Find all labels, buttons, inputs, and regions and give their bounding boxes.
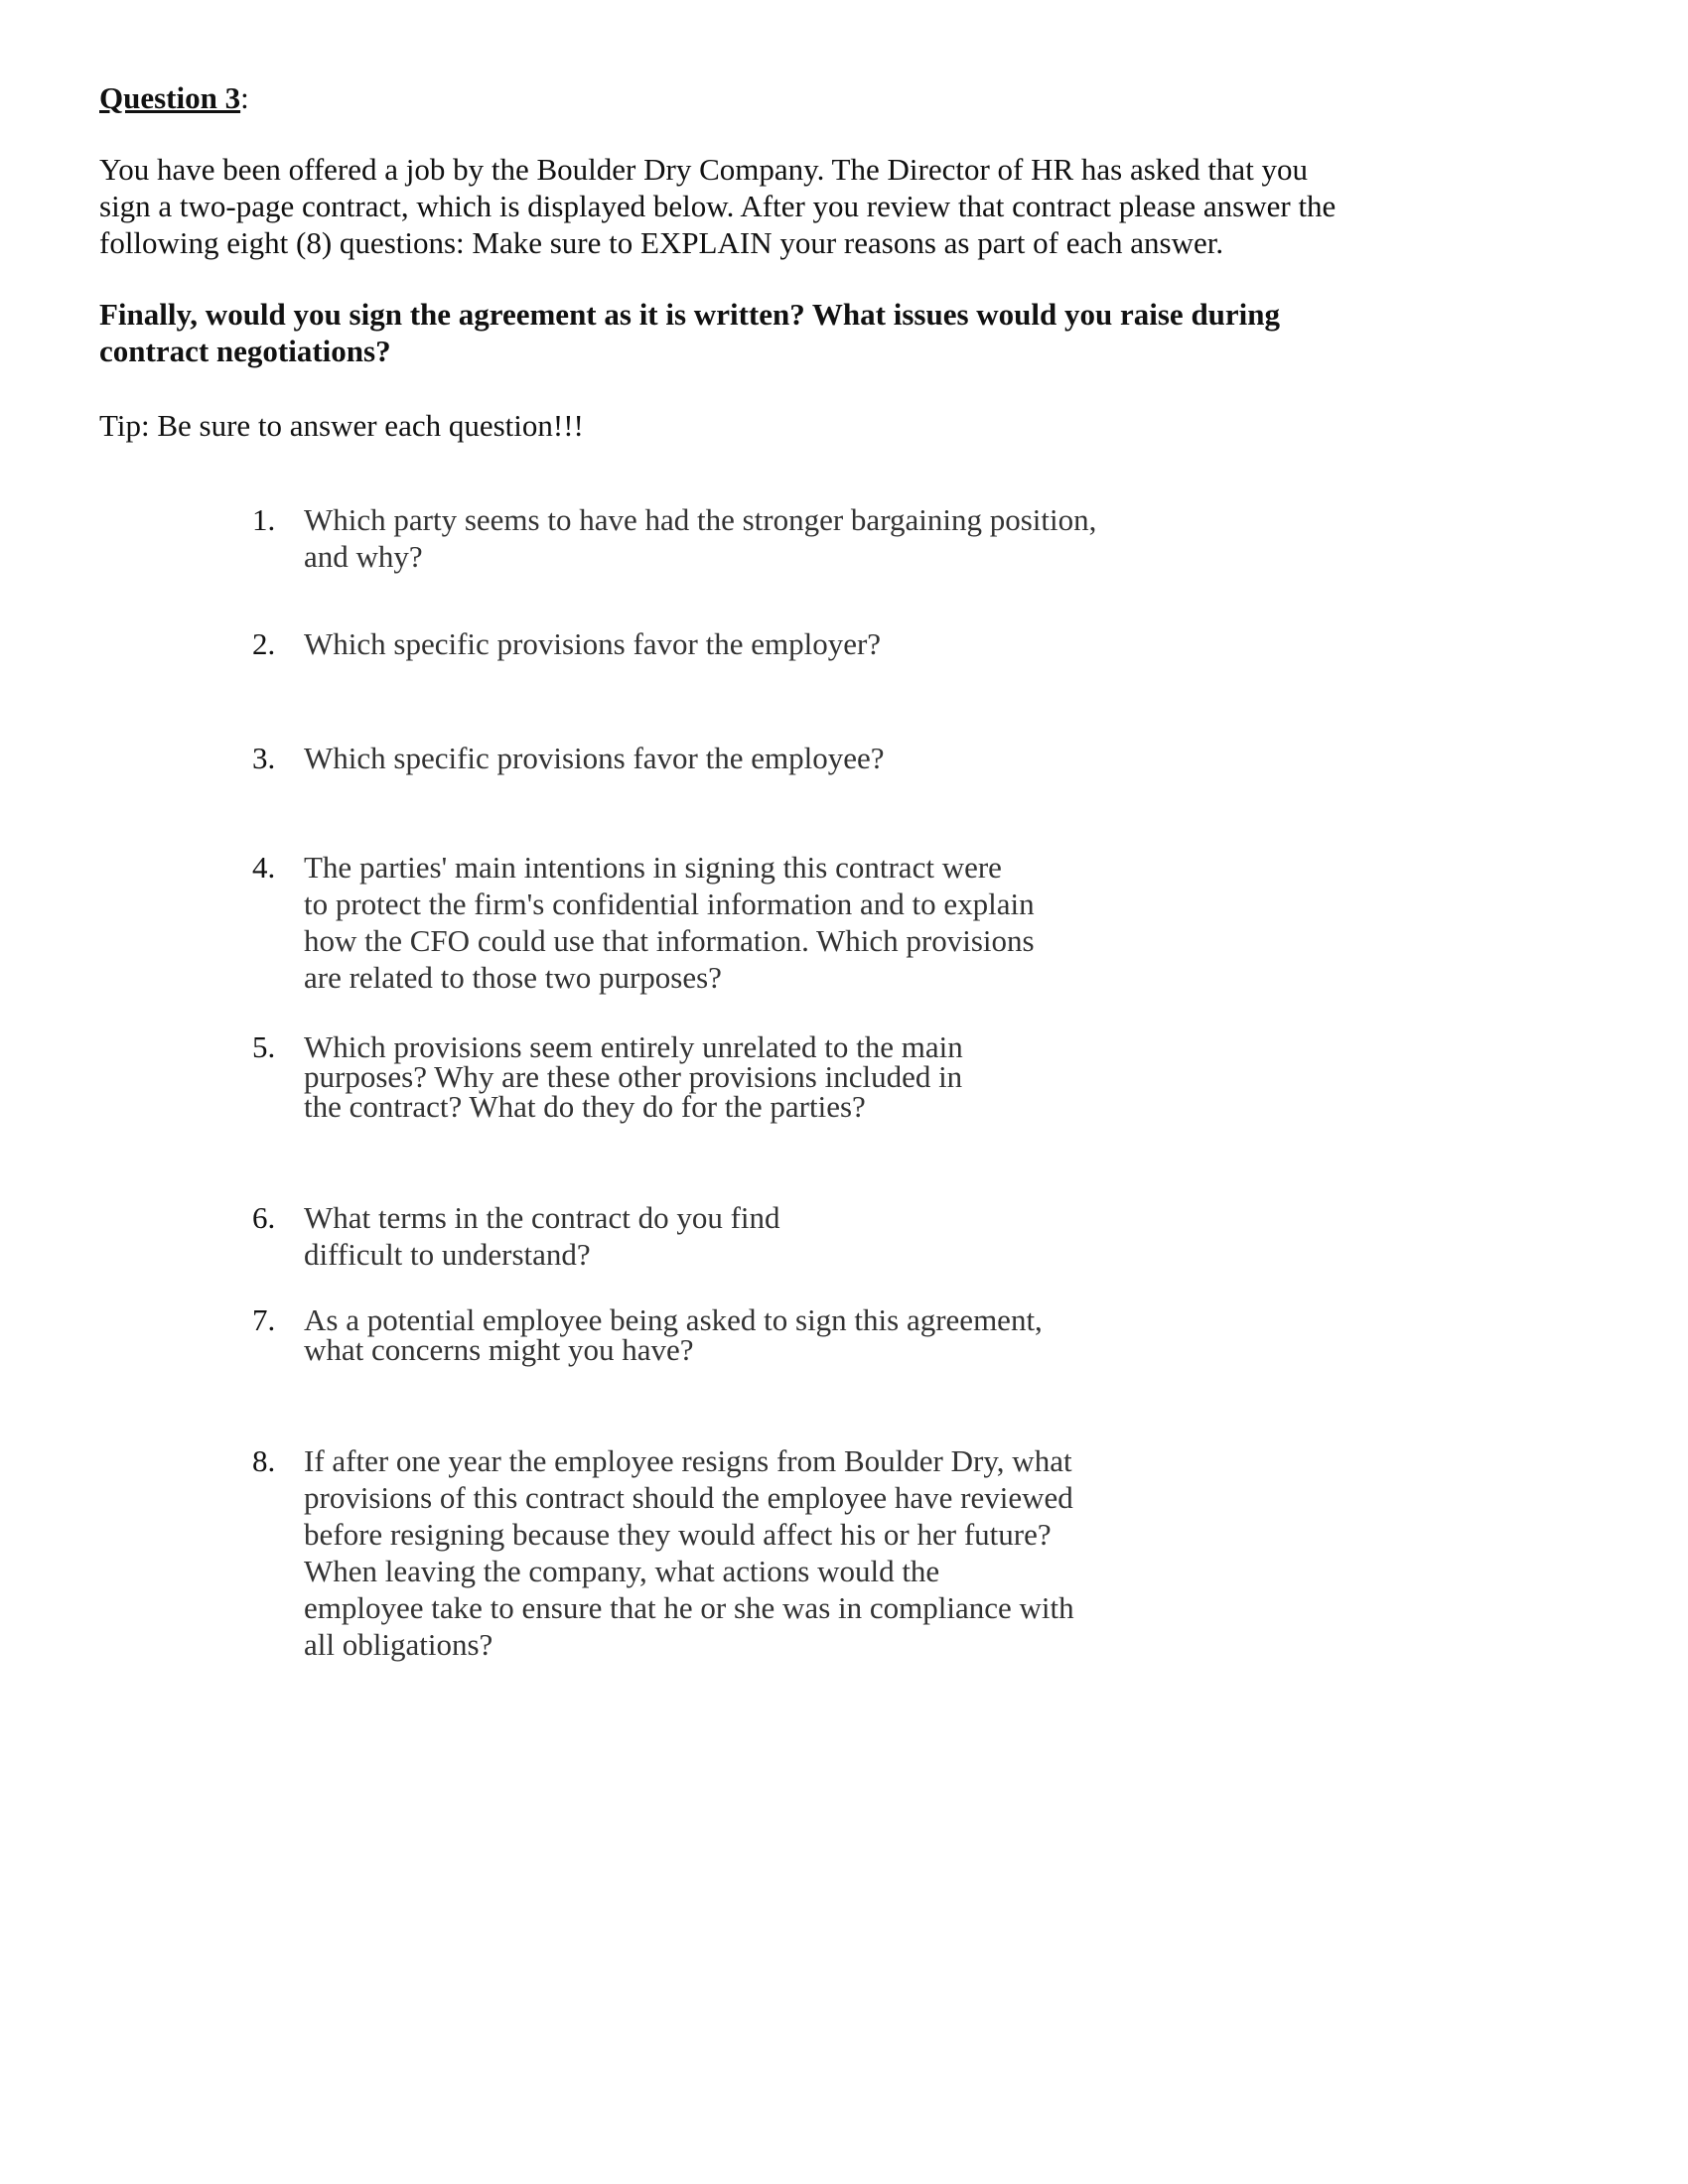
- question-line: Which party seems to have had the stronger bargaining position,: [304, 502, 1097, 537]
- question-line: If after one year the employee resigns from Boulder Dry, what: [304, 1443, 1072, 1478]
- question-line: all obligations?: [304, 1627, 493, 1662]
- question-text: [304, 1302, 1043, 1367]
- question-text: [304, 625, 881, 662]
- question-text: [304, 1199, 780, 1273]
- question-number: 6.: [252, 1200, 276, 1235]
- question-heading-suffix: :: [240, 80, 249, 115]
- question-number: 2.: [252, 626, 276, 661]
- question-line: what concerns might you have?: [304, 1332, 694, 1367]
- question-line: purposes? Why are these other provisions included in: [304, 1059, 963, 1094]
- question-line: before resigning because they would affect his or her future?: [304, 1517, 1052, 1552]
- question-line: difficult to understand?: [304, 1237, 591, 1272]
- question-line: the contract? What do they do for the parties?: [304, 1089, 866, 1124]
- intro-line: You have been offered a job by the Boulder Dry Company. The Director of HR has asked that you: [99, 152, 1309, 187]
- final-prompt: [99, 296, 1450, 369]
- final-prompt-line: Finally, would you sign the agreement as it is written? What issues would you raise during: [99, 297, 1281, 332]
- question-line: What terms in the contract do you find: [304, 1200, 780, 1235]
- question-number: 3.: [252, 741, 276, 775]
- question-text: [304, 1442, 1074, 1663]
- question-line: As a potential employee being asked to sign this agreement,: [304, 1302, 1043, 1337]
- intro-line: sign a two-page contract, which is displayed below. After you review that contract please answer the: [99, 189, 1336, 223]
- question-line: Which specific provisions favor the employee?: [304, 741, 885, 775]
- question-heading: [99, 79, 249, 117]
- question-line: to protect the firm's confidential information and to explain: [304, 887, 1035, 921]
- question-number: 4.: [252, 850, 276, 885]
- question-line: Which provisions seem entirely unrelated to the main: [304, 1029, 963, 1064]
- question-line: are related to those two purposes?: [304, 960, 722, 995]
- question-line: how the CFO could use that information. Which provisions: [304, 923, 1035, 958]
- question-line: Which specific provisions favor the employer?: [304, 626, 882, 661]
- question-line: employee take to ensure that he or she was in compliance with: [304, 1590, 1074, 1625]
- intro-paragraph: [99, 151, 1450, 261]
- question-number: 5.: [252, 1029, 276, 1064]
- question-number: 8.: [252, 1443, 276, 1478]
- question-text: [304, 501, 1096, 575]
- final-prompt-line: contract negotiations?: [99, 334, 391, 368]
- tip-text: Tip: Be sure to answer each question!!!: [99, 408, 584, 443]
- question-line: and why?: [304, 539, 423, 574]
- question-number: 7.: [252, 1302, 276, 1337]
- question-line: When leaving the company, what actions would the: [304, 1554, 940, 1588]
- question-heading-label: Question 3: [99, 80, 241, 115]
- question-text: [304, 1029, 963, 1124]
- question-text: [304, 740, 885, 776]
- question-number: 1.: [252, 502, 276, 537]
- question-line: The parties' main intentions in signing this contract were: [304, 850, 1002, 885]
- intro-line: following eight (8) questions: Make sure to EXPLAIN your reasons as part of each answer.: [99, 225, 1224, 260]
- question-text: [304, 849, 1035, 996]
- question-line: provisions of this contract should the employee have reviewed: [304, 1480, 1073, 1515]
